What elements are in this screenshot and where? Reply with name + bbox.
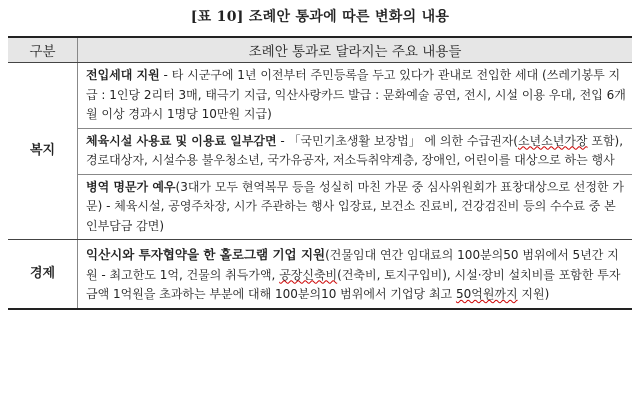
category-header: 구분 xyxy=(8,37,78,63)
item-text: - 타 시군구에 1년 이전부터 주민등록을 두고 있다가 관내로 전입한 세대 (쓰레기봉투 지급 : 1인당 2리터 3매, 태극기 지급, 익산사랑카드 발급 : 문화예술 공연, 전시, 시설 이용 우대, 전입 6개월 이상 경과시 1명당 10만원 지급) xyxy=(86,68,626,121)
category-economy: 경제 xyxy=(8,240,78,309)
item-title: 전입세대 지원 xyxy=(86,68,160,82)
item-text: 지원) xyxy=(517,287,550,301)
table-row xyxy=(8,128,632,174)
welfare-item-move-in xyxy=(78,63,633,129)
item-text: (3대가 모두 현역복무 등을 성실히 마친 가문 중 심사위원회가 표창대상으로 선정한 가문) - 체육시설, 공영주차장, 시가 주관하는 행사 입장료, 보건소 진료비, 건강검진비 등의 수수료 중 본인부담금 감면) xyxy=(86,179,624,233)
item-text-underlined: 공장신축비 xyxy=(279,267,338,282)
content-header: 조례안 통과로 달라지는 주요 내용들 xyxy=(78,37,633,63)
item-title: 익산시와 투자협약을 한 홀로그램 기업 지원 xyxy=(86,247,326,262)
changes-table xyxy=(8,36,632,310)
welfare-item-sports-discount xyxy=(78,128,633,174)
item-text: - 「국민기초생활 보장법」 에 의한 수급권자( xyxy=(276,133,518,148)
table-caption: [표 10] 조례안 통과에 따른 변화의 내용 xyxy=(190,9,450,25)
item-text: (건물임대 연간 임대료의 100분의50 범위에서 5년간 지원 - 최고한도 1억, 건물의 취득가액, xyxy=(86,248,619,282)
header-row xyxy=(8,37,632,63)
table-row xyxy=(8,240,632,309)
economy-item-hologram xyxy=(78,240,633,309)
table-row xyxy=(8,174,632,240)
item-text: (건축비, 토지구입비), 시설·장비 설치비를 포함한 투자 금액 1억원을 초과하는 부분에 대해 100분의10 범위에서 기업당 최고 xyxy=(86,267,621,301)
table-row xyxy=(8,63,632,129)
welfare-item-military-family xyxy=(78,174,633,240)
item-text-underlined: 50억원까지 xyxy=(455,287,518,301)
item-text: 포함), 경로대상자, 시설수용 불우청소년, 국가유공자, 저소득취약계층, 장애인, 어린이를 대상으로 하는 행사 xyxy=(86,133,624,167)
item-title: 병역 명문가 예우 xyxy=(86,179,176,194)
item-text-underlined: 소년소년가장 xyxy=(517,133,588,148)
item-title: 체육시설 사용료 및 이용료 일부감면 xyxy=(86,133,277,148)
category-welfare: 복지 xyxy=(8,63,78,240)
